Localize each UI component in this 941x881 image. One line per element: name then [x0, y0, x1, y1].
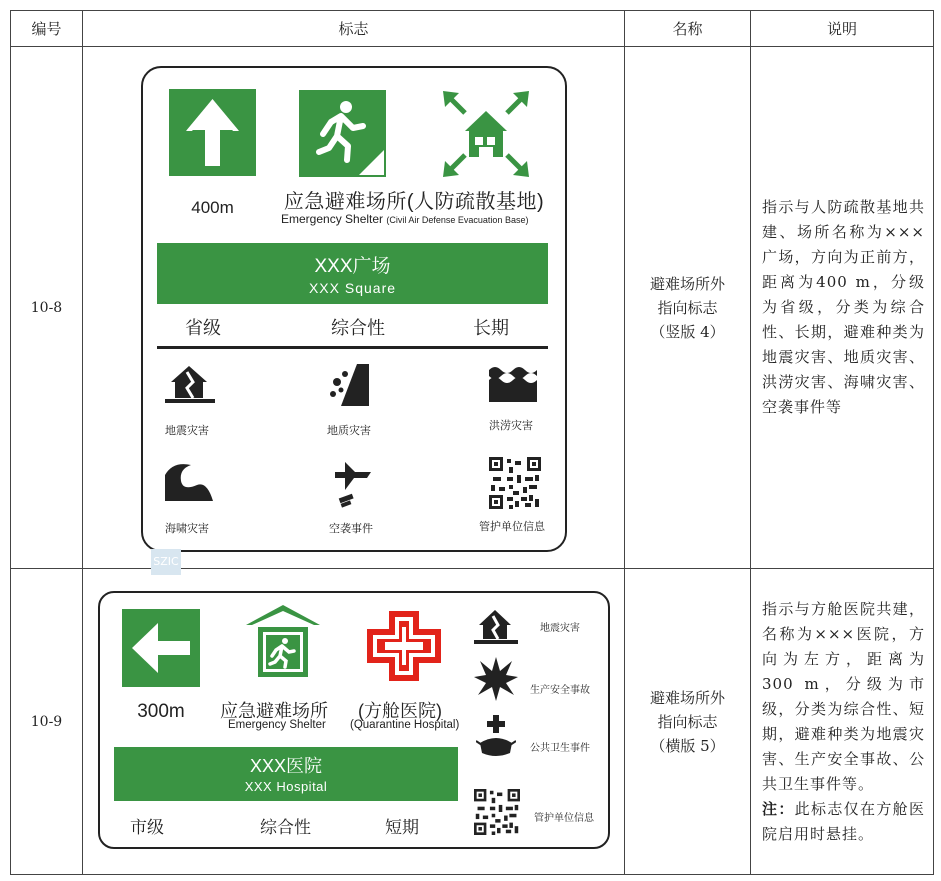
place-name-en: XXX Hospital [244, 779, 328, 794]
sign-title-cn: 应急避难场所 [220, 701, 328, 721]
name-line-3: （横版 5） [650, 736, 725, 755]
name-line-3: （竖版 4） [650, 322, 725, 341]
arrow-up-icon [169, 89, 256, 176]
level-label: 市级 [130, 818, 164, 837]
management-info-label: 管护单位信息 [479, 521, 545, 533]
hazard-production-safety: 生产安全事故 [530, 685, 590, 696]
explosion-icon [474, 657, 518, 701]
watermark-logo: SZIC [151, 549, 181, 575]
earthquake-icon [474, 607, 518, 645]
flood-icon [489, 362, 537, 402]
hazard-earthquake: 地震灾害 [165, 425, 209, 437]
distance-label: 300m [137, 701, 185, 722]
hazard-earthquake: 地震灾害 [540, 623, 580, 634]
type-label: 综合性 [331, 318, 385, 338]
name-line-1: 避难场所外 [649, 274, 725, 293]
name-line-2: 指向标志 [657, 712, 718, 731]
qr-code-icon [474, 789, 520, 835]
name-line-1: 避难场所外 [649, 688, 725, 707]
header-row [11, 11, 934, 47]
hazard-tsunami: 海啸灾害 [165, 523, 209, 535]
sign-title-en [281, 212, 567, 226]
tsunami-icon [165, 461, 215, 503]
evacuation-base-icon [441, 89, 531, 179]
sign-title-cn: 应急避难场所(人防疏散基地) [283, 191, 545, 213]
table-row [11, 569, 934, 875]
arrow-left-icon [122, 609, 200, 687]
header-name: 名称 [625, 11, 751, 47]
place-name-cn: XXX医院 [249, 756, 323, 776]
running-person-icon [299, 90, 386, 177]
sign-description: 指示与人防疏散基地共建、场所名称为×××广场，方向为正前方，距离为400 m，分级为省级，分类为综合性、长期，避难种类为地震灾害、地质灾害、洪涝灾害、海啸灾害、空袭事件等 [751, 47, 934, 569]
vertical-sign [141, 66, 567, 552]
header-sign: 标志 [83, 11, 625, 47]
header-num: 编号 [11, 11, 83, 47]
hazard-air-raid: 空袭事件 [329, 523, 373, 535]
sign-name [625, 569, 751, 875]
divider [157, 346, 548, 349]
geological-hazard-icon [327, 362, 377, 408]
row-number: 10-9 [11, 569, 83, 875]
hazard-flood: 洪涝灾害 [489, 420, 533, 432]
sign-name [625, 47, 751, 569]
public-health-icon [476, 715, 516, 759]
sign-description [751, 569, 934, 875]
sign-title-cn-2: (方舱医院) [358, 701, 442, 721]
hazard-geological: 地质灾害 [327, 425, 371, 437]
sign-title-en-2: (Quarantine Hospital) [350, 719, 460, 731]
term-label: 短期 [385, 818, 419, 837]
management-info-label: 管护单位信息 [534, 813, 594, 824]
spec-table [10, 10, 934, 875]
table-row [11, 47, 934, 569]
shelter-running-person-icon [244, 603, 322, 683]
name-line-2: 指向标志 [657, 298, 718, 317]
qr-code-icon [489, 457, 541, 509]
term-label: 长期 [473, 318, 509, 338]
air-raid-icon [331, 460, 375, 508]
title-en-sub: (Civil Air Defense Evacuation Base) [386, 215, 529, 225]
note-label: 注： [762, 799, 795, 818]
place-name-cn: XXX广场 [314, 256, 391, 277]
title-en: Emergency Shelter [281, 212, 384, 226]
place-bar [157, 243, 548, 304]
place-bar [114, 747, 458, 801]
description-text: 指示与方舱医院共建，名称为×××医院，方向为左方，距离为 300 m，分级为市级，分类为综合性、短期，避难种类为地震灾害、生产安全事故、公共卫生事件等。 [762, 599, 925, 793]
earthquake-icon [165, 362, 215, 404]
row-number: 10-8 [11, 47, 83, 569]
place-name-en: XXX Square [308, 280, 397, 296]
sign-title-en: Emergency Shelter [228, 719, 326, 731]
header-desc: 说明 [751, 11, 934, 47]
sign-cell [83, 47, 625, 569]
horizontal-sign [98, 591, 610, 849]
distance-label: 400m [191, 198, 234, 217]
level-label: 省级 [185, 318, 221, 338]
note-text: 此标志仅在方舱医院启用时悬挂。 [762, 799, 925, 843]
type-label: 综合性 [260, 818, 311, 837]
sign-cell [83, 569, 625, 875]
hazard-public-health: 公共卫生事件 [530, 743, 590, 754]
red-cross-icon [365, 609, 443, 683]
